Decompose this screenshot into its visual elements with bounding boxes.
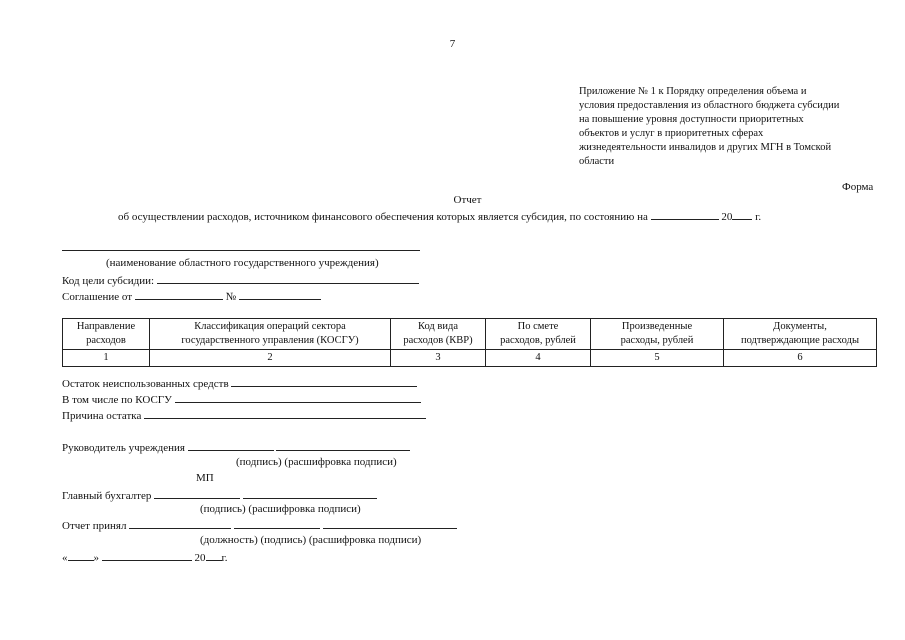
header-cell: Произведенные расходы, рублей (591, 319, 724, 350)
accepted-field (62, 518, 457, 532)
report-title: Отчет (453, 194, 482, 206)
appendix-line: на повышение уровня доступности приоритетных (579, 114, 804, 125)
agreement-label: Соглашение от (62, 291, 133, 303)
accountant-signature-blank[interactable] (154, 488, 240, 499)
column-number: 2 (150, 350, 391, 367)
accountant-label: Главный бухгалтер (62, 490, 152, 502)
appendix-line: объектов и услуг в приоритетных сферах (579, 128, 764, 139)
seal-place: МП (196, 472, 214, 484)
subsidy-code-field (62, 273, 419, 287)
remainder-label: Остаток неиспользованных средств (62, 378, 229, 390)
accepted-label: Отчет принял (62, 520, 127, 532)
subsidy-code-label: Код цели субсидии: (62, 275, 155, 287)
head-caption: (подпись) (расшифровка подписи) (236, 456, 397, 468)
subtitle-year: 20 (721, 211, 733, 223)
agreement-date-blank[interactable] (135, 289, 223, 300)
reason-label: Причина остатка (62, 410, 142, 422)
kosgu-field (62, 392, 421, 406)
report-subtitle (118, 209, 761, 223)
header-cell: Код вида расходов (КВР) (391, 319, 486, 350)
head-signature-field (62, 440, 410, 454)
date-close-quote: » (93, 552, 99, 564)
head-label: Руководитель учреждения (62, 442, 185, 454)
remainder-blank[interactable] (231, 376, 417, 387)
agreement-number-sign: № (225, 291, 237, 303)
date-field (62, 550, 228, 564)
year-blank[interactable] (732, 209, 752, 220)
accountant-signature-field (62, 488, 377, 502)
appendix-note (579, 85, 839, 169)
date-open-quote: « (62, 552, 68, 564)
kosgu-blank[interactable] (175, 392, 421, 403)
agreement-number-blank[interactable] (239, 289, 321, 300)
column-number: 5 (591, 350, 724, 367)
institution-name-line[interactable] (62, 250, 420, 251)
date-year-blank[interactable] (206, 550, 222, 561)
form-label: Форма (842, 181, 874, 193)
head-signature-blank[interactable] (188, 440, 274, 451)
accepted-position-blank[interactable] (129, 518, 231, 529)
column-number: 4 (486, 350, 591, 367)
appendix-line: условия предоставления из областного бюджета субсидии (579, 100, 840, 111)
subtitle-prefix: об осуществлении расходов, источником финансового обеспечения которых является субсидия, по состоянию на (118, 211, 648, 223)
head-name-blank[interactable] (276, 440, 410, 451)
header-cell: Документы, подтверждающие расходы (724, 319, 877, 350)
table-row (63, 350, 877, 367)
kosgu-label: В том числе по КОСГУ (62, 394, 172, 406)
remainder-field (62, 376, 417, 390)
accountant-name-blank[interactable] (243, 488, 377, 499)
reason-field (62, 408, 426, 422)
subsidy-code-blank[interactable] (157, 273, 419, 284)
accepted-signature-blank[interactable] (234, 518, 320, 529)
column-number: 6 (724, 350, 877, 367)
institution-caption: (наименование областного государственного учреждения) (106, 257, 379, 269)
appendix-line: Приложение № 1 к Порядку определения объема и (579, 86, 807, 97)
appendix-line: области (579, 156, 615, 167)
appendix-line: жизнедеятельности инвалидов и других МГН в Томской (579, 142, 832, 153)
header-cell: По смете расходов, рублей (486, 319, 591, 350)
reason-blank[interactable] (144, 408, 426, 419)
date-month-blank[interactable] (102, 550, 192, 561)
header-cell: Классификация операций сектора государственного управления (КОСГУ) (150, 319, 391, 350)
header-cell: Направление расходов (63, 319, 150, 350)
date-day-blank[interactable] (68, 550, 94, 561)
subtitle-suffix: г. (755, 211, 762, 223)
agreement-field (62, 289, 321, 303)
column-number: 3 (391, 350, 486, 367)
column-number: 1 (63, 350, 150, 367)
accepted-caption: (должность) (подпись) (расшифровка подписи) (200, 534, 422, 546)
date-blank[interactable] (651, 209, 719, 220)
expenses-table (62, 318, 877, 367)
date-year: 20 (194, 552, 206, 564)
accountant-caption: (подпись) (расшифровка подписи) (200, 503, 361, 515)
accepted-name-blank[interactable] (323, 518, 457, 529)
page-number: 7 (449, 38, 456, 50)
table-header-row (63, 319, 877, 350)
date-suffix: г. (221, 552, 228, 564)
